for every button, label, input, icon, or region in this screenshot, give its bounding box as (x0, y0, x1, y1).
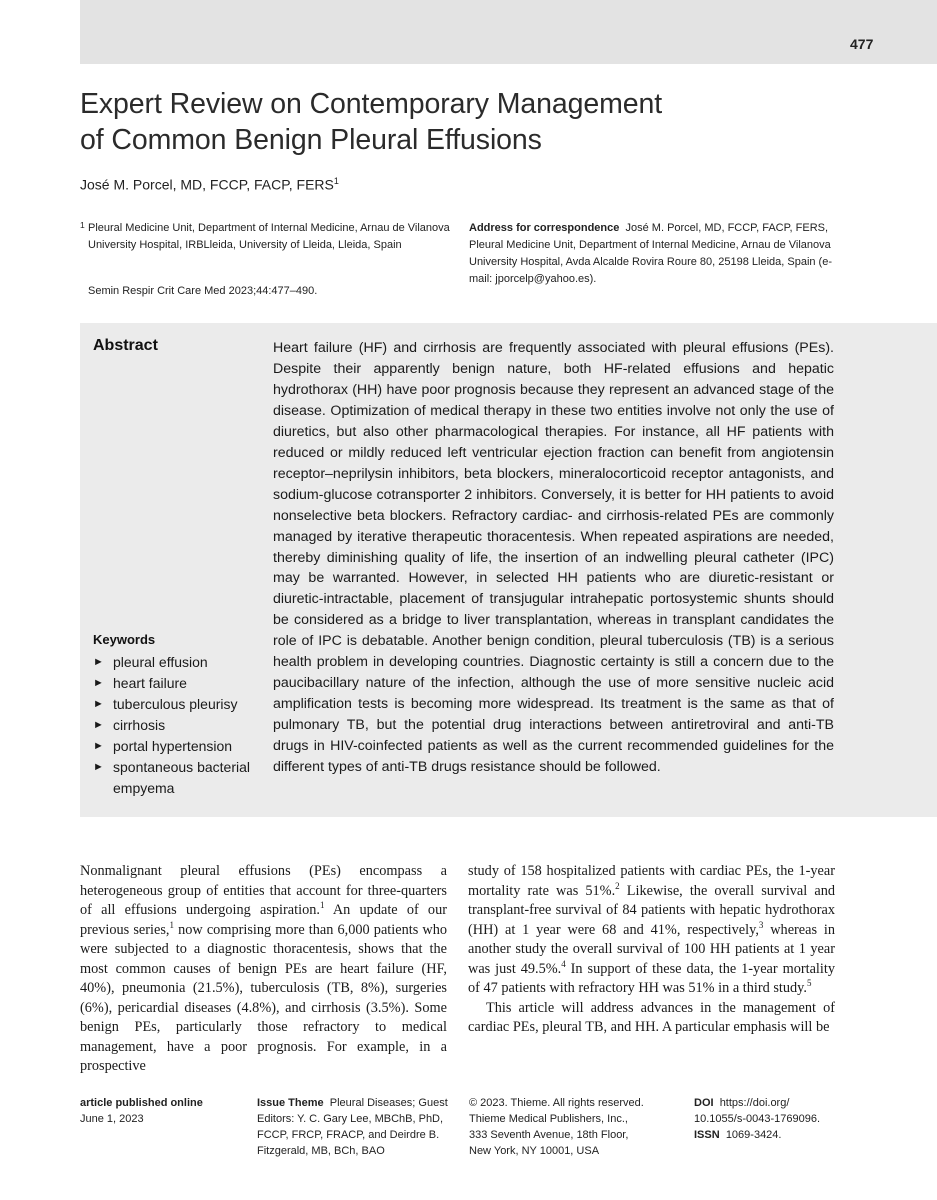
publisher: Thieme Medical Publishers, Inc., (469, 1113, 628, 1125)
publisher-address-2: New York, NY 10001, USA (469, 1145, 600, 1157)
reference-citation[interactable]: 1 (319, 900, 325, 911)
arrow-right-icon: ► (93, 740, 104, 752)
published-date: June 1, 2023 (80, 1113, 144, 1125)
correspondence-label: Address for correspondence (469, 222, 620, 234)
keyword-item: ► tuberculous pleurisy (93, 694, 268, 715)
doi-id[interactable]: 10.1055/s-0043-1769096. (694, 1113, 820, 1125)
page-number: 477 (850, 36, 874, 52)
correspondence (469, 220, 839, 288)
keyword-item: ► spontaneous bacterial empyema (93, 759, 250, 796)
author-affiliation-mark: 1 (333, 176, 339, 186)
reference-citation[interactable]: 2 (615, 880, 620, 891)
issn-label: ISSN (694, 1129, 720, 1141)
title-line-1: Expert Review on Contemporary Management (80, 88, 663, 120)
issue-theme-text: Pleural Diseases; Guest Editors: Y. C. Gary Lee, MBChB, PhD, FCCP, FRCP, FRACP, and Deirdre B. Fitzgerald, MB, BCh, BAO (257, 1097, 448, 1157)
reference-citation[interactable]: 1 (169, 919, 174, 930)
issn-value: 1069-3424. (725, 1129, 782, 1141)
keyword-list (93, 652, 268, 799)
abstract-heading: Abstract (93, 337, 158, 354)
correspondence-text: José M. Porcel, MD, FCCP, FACP, FERS, Pleural Medicine Unit, Department of Internal Medicine, Arnau de Vilanova University Hospital, Avda Alcalde Rovira Roure 80, 25198 Lleida, Spain (e-mail: jporcelp@yahoo.es). (469, 222, 832, 285)
reference-citation[interactable]: 5 (806, 978, 812, 989)
keyword-item: ► cirrhosis (93, 715, 268, 736)
body-text-right: study of 158 hospitalized patients with cardiac PEs, the 1-year mortality rate was 51%.$^2$ Likewise, the overall survival and transplant-free survival of 84 patients with hepatic hydrothorax (HH) at 1 year were 68 and 41%, respectively,$^3$ whereas in another study the overall survival of 100 HH patients at 1 year was just 49.5%.$^4$ In support of these data, the 1-year mortality of 47 patients with refractory HH was 51% in a third study.$^5$ This article will address advances in the management of cardiac PEs, pleural TB, and HH. A particular emphasis will be (468, 863, 835, 1035)
body-text-left: Nonmalignant pleural effusions (PEs) encompass a heterogeneous group of entities that account for three-quarters of all effusions undergoing aspiration.$^1$ An update of our previous series,$^1$ now comprising more than 6,000 patients who were subjected to a diagnostic thoracentesis, shows that the most common causes of benign PEs are heart failure (HF, 40%), pneumonia (21.5%), tuberculosis (TB, 8%), surgeries (6%), pericardial diseases (4.8%), and cirrhosis (3.5%). Some benign PEs, particularly those refractory to medical management, have a poor prognosis. For example, in a prospective (80, 863, 448, 1074)
copyright: © 2023. Thieme. All rights reserved. (469, 1097, 644, 1109)
arrow-right-icon: ► (93, 656, 104, 668)
arrow-right-icon: ► (93, 698, 104, 710)
arrow-right-icon: ► (93, 719, 104, 731)
keyword-item: ► pleural effusion (93, 652, 268, 673)
issue-theme-label: Issue Theme (257, 1097, 324, 1109)
author-line (80, 176, 339, 193)
keyword-item: ► heart failure (93, 673, 268, 694)
footer-copyright (469, 1095, 684, 1159)
doi-label: DOI (694, 1097, 714, 1109)
arrow-right-icon: ► (93, 677, 104, 689)
affiliation (80, 220, 450, 254)
reference-citation[interactable]: 4 (561, 958, 566, 969)
title-line-2: of Common Benign Pleural Effusions (80, 124, 542, 156)
arrow-right-icon: ► (93, 761, 104, 773)
journal-citation: Semin Respir Crit Care Med 2023;44:477–490. (88, 285, 318, 297)
author-names: José M. Porcel, MD, FCCP, FACP, FERS (80, 176, 334, 193)
article-title (80, 86, 840, 158)
affiliation-number: 1 (80, 220, 85, 230)
abstract-text: Heart failure (HF) and cirrhosis are frequently associated with pleural effusions (PEs). Despite their apparently benign nature, both HF-related effusions and hepatic hydrothorax (HH) have poor prognosis because they represent an advanced stage of the disease. Optimization of medical therapy in these two entities involve not only the use of diuretics, but also other pharmacological therapies. For instance, all HF patients with reduced or mildly reduced left ventricular ejection fraction can benefit from angiotensin receptor–neprilysin inhibitors, beta blockers, mineralocorticoid receptor antagonists, and sodium-glucose cotransporter 2 inhibitors. Conversely, it is better for HH patients to avoid nonselective beta blockers. Refractory cardiac- and cirrhosis-related PEs are commonly managed by iterative therapeutic thoracentesis. When repeated aspirations are needed, thereby diminishing quality of life, the insertion of an indwelling pleural catheter (IPC) may be warranted. However, in selected HH patients who are diuretic-resistant or diuretic-intractable, placement of transjugular intrahepatic portosystemic shunts should be considered as a bridge to liver transplantation, whereas in transplant candidates the role of IPC is debatable. Another benign condition, pleural tuberculosis (TB) is a serious health problem in developing countries. Diagnostic certainty is still a concern due to the paucibacillary nature of the infection, although the use of more sensitive nucleic acid amplification tests is becoming more widespread. Its treatment is the same as that of pulmonary TB, but the potential drug interactions between antiretroviral and anti-TB drugs in HIV-coinfected patients as well as the current recommended guidelines for the different types of anti-TB drugs resistance should be followed. (273, 340, 834, 776)
doi-link[interactable]: https://doi.org/ (719, 1097, 790, 1109)
reference-citation[interactable]: 3 (758, 919, 764, 930)
affiliation-text: Pleural Medicine Unit, Department of Internal Medicine, Arnau de Vilanova University Hospital, IRBLleida, University of Lleida, Lleida, Spain (88, 222, 450, 251)
published-label: article published online (80, 1097, 203, 1109)
footer-published (80, 1095, 245, 1127)
keyword-item: ► portal hypertension (93, 736, 268, 757)
publisher-address-1: 333 Seventh Avenue, 18th Floor, (469, 1129, 629, 1141)
keywords-heading: Keywords (93, 632, 156, 647)
footer-identifiers (694, 1095, 854, 1143)
header-band (80, 0, 937, 64)
footer-issue-theme (257, 1095, 449, 1159)
